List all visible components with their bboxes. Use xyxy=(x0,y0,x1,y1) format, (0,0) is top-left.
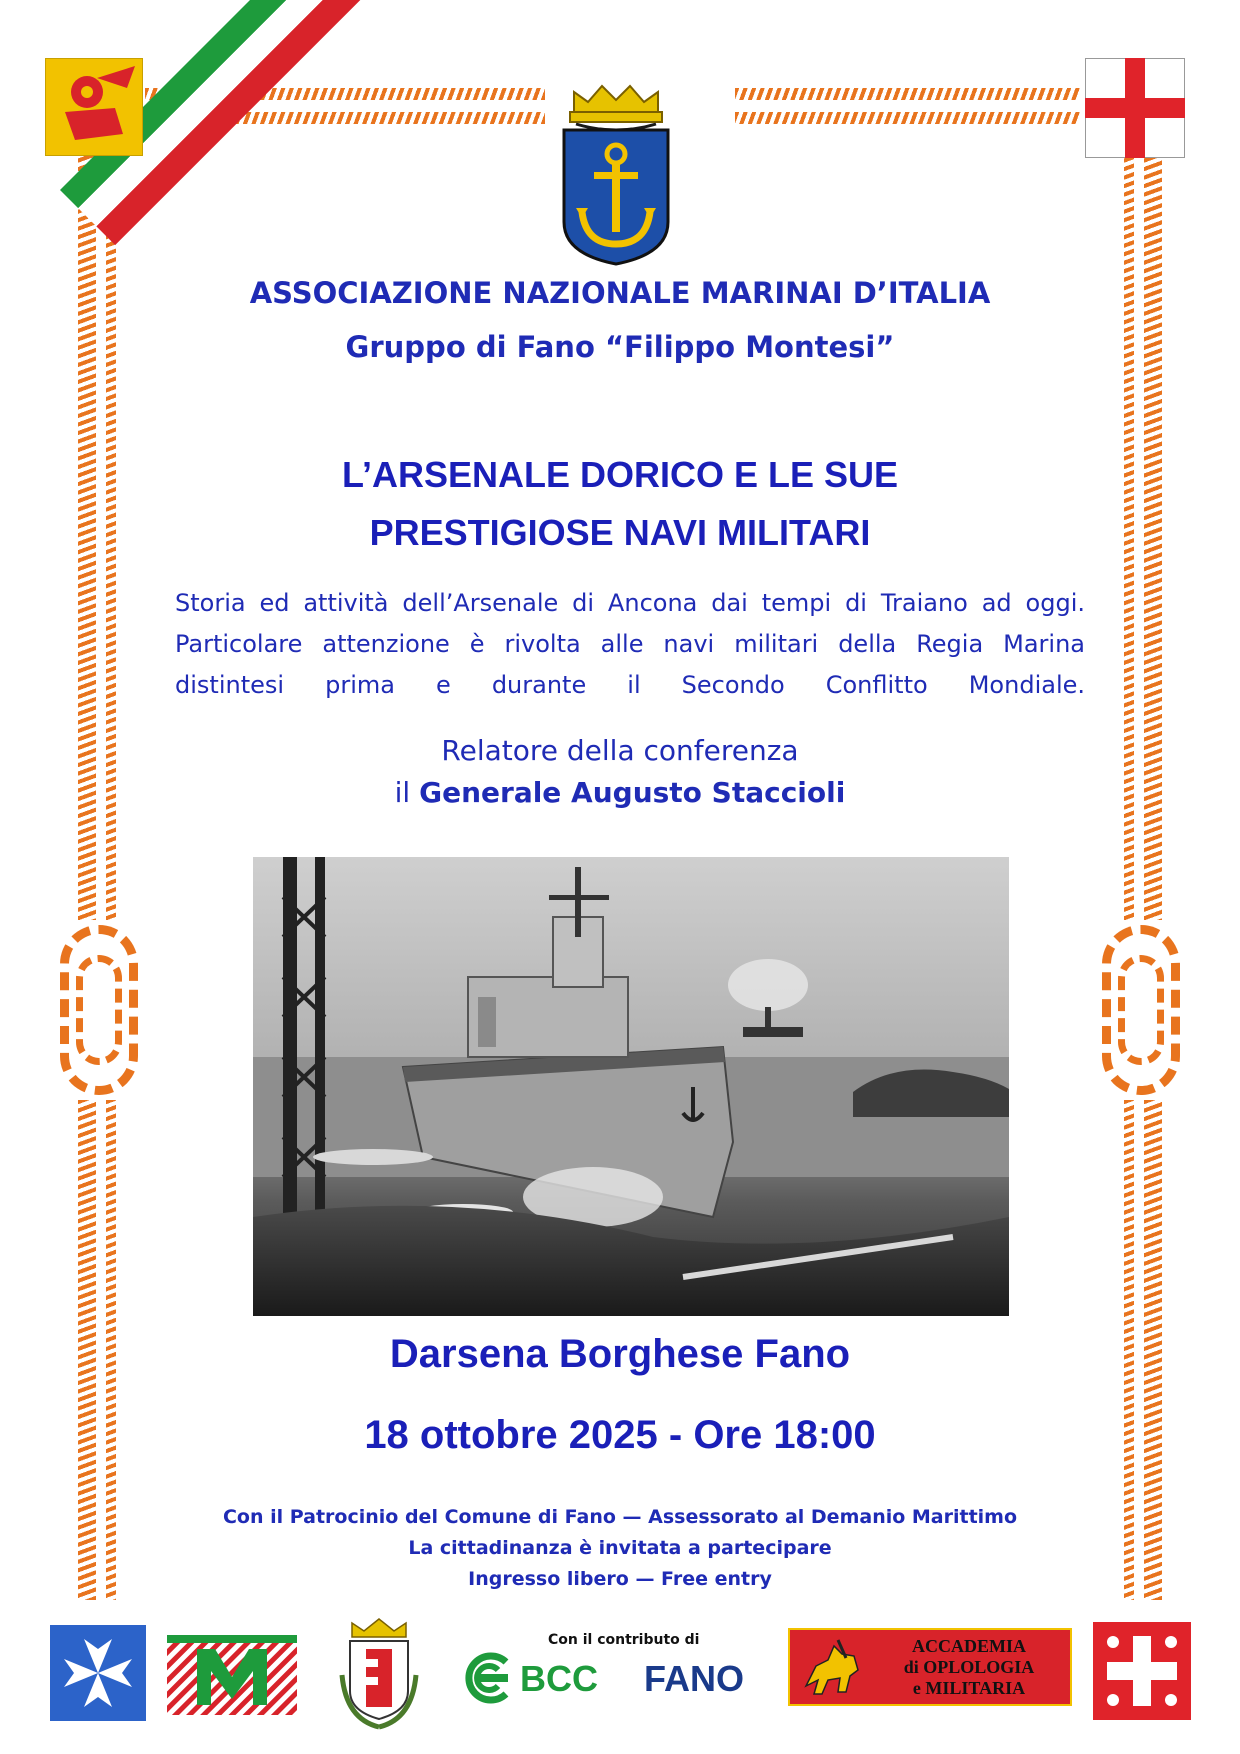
event-title-line-2: PRESTIGIOSE NAVI MILITARI xyxy=(369,512,871,553)
speaker-prefix: il xyxy=(394,776,411,809)
group-name: Gruppo di Fano “Filippo Montesi” xyxy=(345,330,895,364)
event-description: Storia ed attività dell’Arsenale di Ancona dai tempi di Traiano ad oggi. Particolare attenzione è rivolta alle navi militari della Regia Marina distintesi prima e durante il Secondo Conflitto Mondiale. xyxy=(175,589,1085,699)
pisa-flag-icon xyxy=(1093,1622,1191,1720)
fano-coat-of-arms-icon xyxy=(338,1615,420,1730)
association-name: ASSOCIAZIONE NAZIONALE MARINAI D’ITALIA xyxy=(249,276,991,310)
accademia-line-2: di OPLOLOGIA xyxy=(903,1657,1035,1677)
knot-left-inner xyxy=(76,955,122,1065)
speaker-block xyxy=(0,730,1240,814)
venice-flag-icon xyxy=(45,58,143,156)
patronage-line: Con il Patrocinio del Comune di Fano — Assessorato al Demanio Marittimo xyxy=(222,1506,1018,1528)
accademia-text xyxy=(874,1636,1064,1699)
navy-crest-icon xyxy=(556,72,676,267)
genoa-flag-icon xyxy=(1085,58,1185,158)
event-venue: Darsena Borghese Fano xyxy=(389,1332,851,1376)
bcc-name: BCC xyxy=(520,1658,598,1699)
bcc-city: FANO xyxy=(644,1658,745,1699)
marinai-logo-icon xyxy=(167,1635,297,1715)
entry-line: Ingresso libero — Free entry xyxy=(468,1568,772,1590)
accademia-line-3: e MILITARIA xyxy=(912,1678,1026,1698)
patronage-block xyxy=(0,1502,1240,1595)
event-date-time: 18 ottobre 2025 - Ore 18:00 xyxy=(364,1413,876,1457)
event-title xyxy=(0,446,1240,562)
rope-top-right-1 xyxy=(735,88,1080,100)
accademia-line-1: ACCADEMIA xyxy=(912,1636,1026,1656)
amalfi-flag-icon xyxy=(50,1625,146,1721)
speaker-name: Generale Augusto Staccioli xyxy=(419,776,846,809)
knight-horse-icon xyxy=(798,1636,868,1700)
bcc-fano-logo xyxy=(462,1632,762,1722)
bcc-symbol-icon xyxy=(462,1650,514,1706)
speaker-intro: Relatore della conferenza xyxy=(441,734,799,767)
speaker-line xyxy=(0,772,1240,814)
accademia-logo xyxy=(788,1628,1072,1706)
rope-top-right-2 xyxy=(735,112,1080,124)
bcc-caption: Con il contributo di xyxy=(548,1632,700,1648)
ship-launch-photo xyxy=(253,857,1009,1316)
knot-right-inner xyxy=(1118,955,1164,1065)
invitation-line: La cittadinanza è invitata a partecipare xyxy=(408,1537,832,1559)
event-title-line-1: L’ARSENALE DORICO E LE SUE xyxy=(341,454,899,495)
ship-launch-illustration xyxy=(253,857,1009,1316)
